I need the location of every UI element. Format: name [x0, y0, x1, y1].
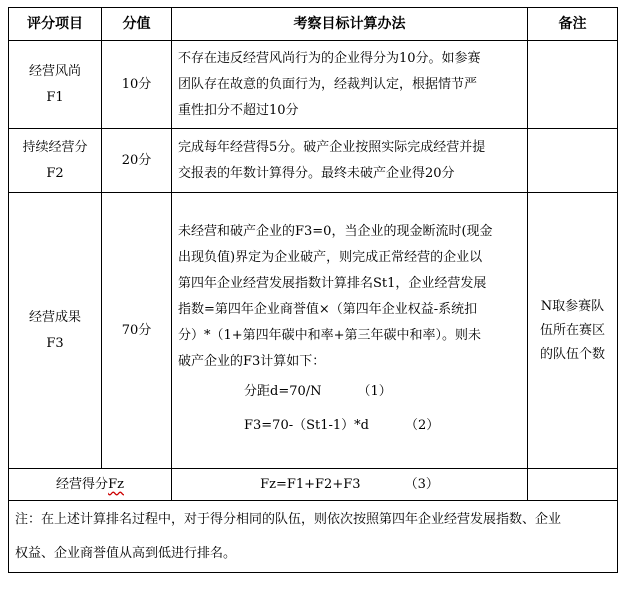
formula-1	[178, 375, 523, 409]
summary-label: 经营得分Fz	[56, 476, 124, 492]
remark-cell-f1	[528, 41, 618, 129]
table-row-f1	[9, 41, 618, 129]
table-row-summary	[9, 469, 618, 501]
formula-2	[178, 409, 523, 443]
item-cell-f1	[9, 41, 102, 129]
desc-line: 未经营和破产企业的F3=0，当企业的现金断流时(现金	[178, 223, 493, 239]
table-row-note	[9, 501, 618, 573]
table-header-row	[9, 8, 618, 41]
desc-line: 重性扣分不超过10分	[178, 102, 299, 118]
score-cell-f3: 70分	[102, 193, 172, 469]
item-code: F2	[46, 165, 64, 181]
scoring-table	[8, 7, 618, 573]
desc-line: 分）*（1+第四年碳中和率+第三年碳中和率）。则未	[178, 327, 482, 343]
summary-formula-number: （3）	[404, 476, 439, 492]
spellcheck-underline-mark: Fz	[108, 476, 124, 492]
desc-line: 破产企业的F3计算如下：	[178, 353, 326, 369]
item-name: 持续经营分	[22, 139, 88, 155]
desc-line: 出现负值)界定为企业破产，则完成正常经营的企业以	[178, 249, 483, 265]
remark-line: N取参赛队	[540, 298, 605, 314]
desc-cell-f1	[172, 41, 528, 129]
header-score: 分值	[102, 8, 172, 41]
header-item: 评分项目	[9, 8, 102, 41]
desc-cell-f2	[172, 129, 528, 193]
table-row-f3	[9, 193, 618, 469]
remark-line: 的队伍个数	[539, 346, 605, 362]
item-code: F1	[46, 89, 64, 105]
desc-line: 团队存在故意的负面行为，经裁判认定，根据情节严	[178, 76, 478, 92]
item-cell-f3	[9, 193, 102, 469]
table-row-f2	[9, 129, 618, 193]
item-cell-f2	[9, 129, 102, 193]
remark-line: 伍所在赛区	[539, 322, 605, 338]
formula-number: （1）	[357, 383, 392, 399]
desc-line: 交报表的年数计算得分。最终未破产企业得20分	[178, 165, 455, 181]
summary-label-cell	[9, 469, 172, 501]
desc-line: 完成每年经营得5分。破产企业按照实际完成经营并提	[178, 139, 486, 155]
summary-formula-cell	[172, 469, 528, 501]
note-line: 注：在上述计算排名过程中，对于得分相同的队伍，则依次按照第四年企业经营发展指数、企业	[15, 511, 562, 527]
formula-text: F3=70-（St1-1）*d	[244, 417, 370, 433]
desc-line: 不存在违反经营风尚行为的企业得分为10分。如参赛	[178, 50, 481, 66]
scoring-table-container	[8, 7, 617, 597]
desc-cell-f3	[172, 193, 528, 469]
formula-number: （2）	[405, 417, 440, 433]
summary-remark-cell	[528, 469, 618, 501]
item-code: F3	[46, 335, 64, 351]
item-name: 经营风尚	[28, 63, 81, 79]
note-line: 权益、企业商誉值从高到低进行排名。	[15, 545, 237, 561]
summary-formula: Fz=F1+F2+F3	[260, 476, 361, 492]
item-name: 经营成果	[28, 309, 81, 325]
formula-text: 分距d=70/N	[244, 383, 322, 399]
score-cell-f2: 20分	[102, 129, 172, 193]
note-cell	[9, 501, 618, 573]
score-cell-f1: 10分	[102, 41, 172, 129]
header-remark: 备注	[528, 8, 618, 41]
remark-cell-f3	[528, 193, 618, 469]
remark-cell-f2	[528, 129, 618, 193]
header-method: 考察目标计算办法	[172, 8, 528, 41]
desc-line: 指数=第四年企业商誉值×（第四年企业权益-系统扣	[178, 301, 478, 317]
desc-line: 第四年企业经营发展指数计算排名St1，企业经营发展	[178, 275, 487, 291]
